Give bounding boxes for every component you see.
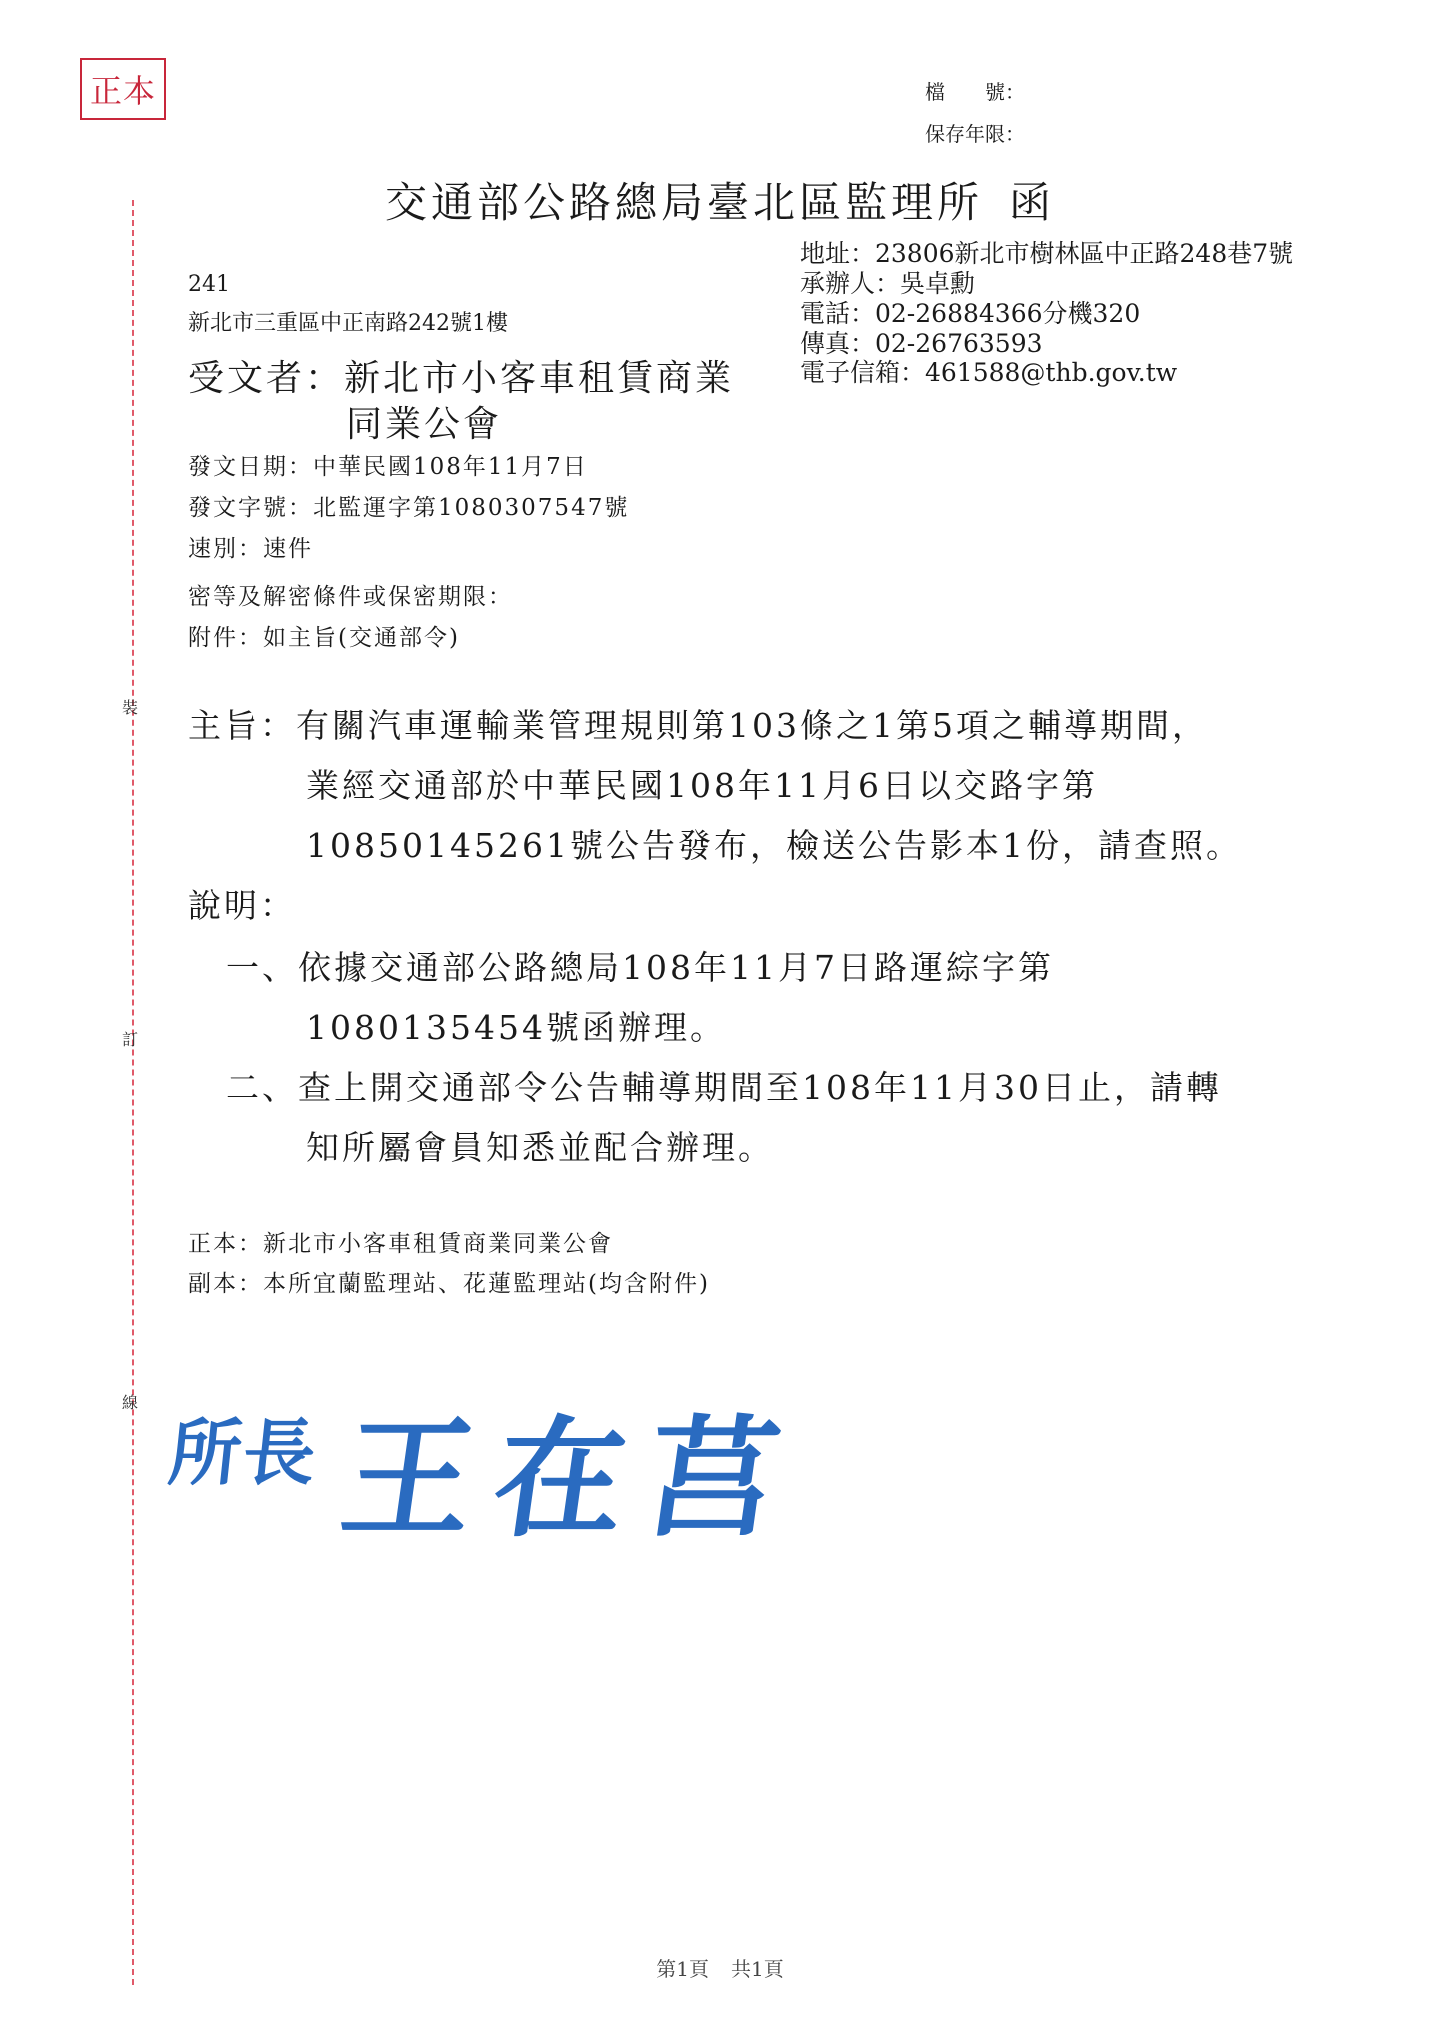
attachment-note: 附件：如主旨(交通部令)	[188, 625, 460, 651]
page-footer	[0, 1953, 1440, 1982]
delivery-speed: 速別：速件	[188, 536, 313, 562]
binding-line	[132, 200, 134, 1985]
contact-handler: 承辦人：吳卓勳	[800, 269, 976, 298]
document-title	[0, 170, 1440, 230]
explanation-heading: 說明：	[188, 886, 296, 925]
explanation-item-2-line-1: 二、查上開交通部令公告輔導期間至108年11月30日止，請轉	[226, 1068, 1222, 1107]
duplicate-copy-recipients: 副本：本所宜蘭監理站、花蓮監理站(均含附件)	[188, 1271, 710, 1297]
binding-mark-zhuang: 裝	[122, 698, 139, 717]
original-copy-stamp	[80, 58, 166, 120]
original-copy-recipient: 正本：新北市小客車租賃商業同業公會	[188, 1231, 613, 1257]
contact-email: 電子信箱：461588@thb.gov.tw	[800, 358, 1178, 387]
contact-phone: 電話：02-26884366分機320	[800, 299, 1141, 328]
recipient-street-address: 新北市三重區中正南路242號1樓	[188, 311, 508, 336]
file-number-label: 檔 號：	[925, 80, 1025, 104]
recipient-postal-code: 241	[188, 272, 230, 297]
retention-period-label: 保存年限：	[925, 122, 1025, 146]
subject-line-2: 業經交通部於中華民國108年11月6日以交路字第	[306, 766, 1098, 805]
explanation-item-2-line-2: 知所屬會員知悉並配合辦理。	[306, 1128, 774, 1167]
document-number: 發文字號：北監運字第1080307547號	[188, 495, 630, 521]
contact-fax: 傳真：02-26763593	[800, 329, 1043, 358]
issue-date: 發文日期：中華民國108年11月7日	[188, 454, 588, 480]
signature-name: 王在莒	[332, 1402, 811, 1555]
subject-line-3: 10850145261號公告發布，檢送公告影本1份，請查照。	[306, 826, 1242, 865]
recipient-line-2: 同業公會	[346, 404, 503, 445]
page-number: 第1頁	[656, 1957, 709, 1981]
stamp-label: 正本	[89, 72, 156, 110]
issuing-organization: 交通部公路總局臺北區監理所	[384, 178, 983, 227]
confidentiality-level: 密等及解密條件或保密期限：	[188, 584, 513, 610]
signature-title: 所長	[164, 1410, 322, 1495]
document-type: 函	[1009, 178, 1056, 227]
binding-mark-xian: 線	[122, 1393, 139, 1412]
binding-mark-ding: 訂	[122, 1030, 139, 1049]
contact-address: 地址：23806新北市樹林區中正路248巷7號	[800, 239, 1294, 268]
recipient-line-1: 受文者：新北市小客車租賃商業	[188, 358, 735, 399]
total-pages: 共1頁	[731, 1957, 784, 1981]
explanation-item-1-line-1: 一、依據交通部公路總局108年11月7日路運綜字第	[226, 948, 1054, 987]
subject-line-1: 主旨：有關汽車運輸業管理規則第103條之1第5項之輔導期間，	[188, 706, 1208, 745]
explanation-item-1-line-2: 1080135454號函辦理。	[306, 1008, 726, 1047]
